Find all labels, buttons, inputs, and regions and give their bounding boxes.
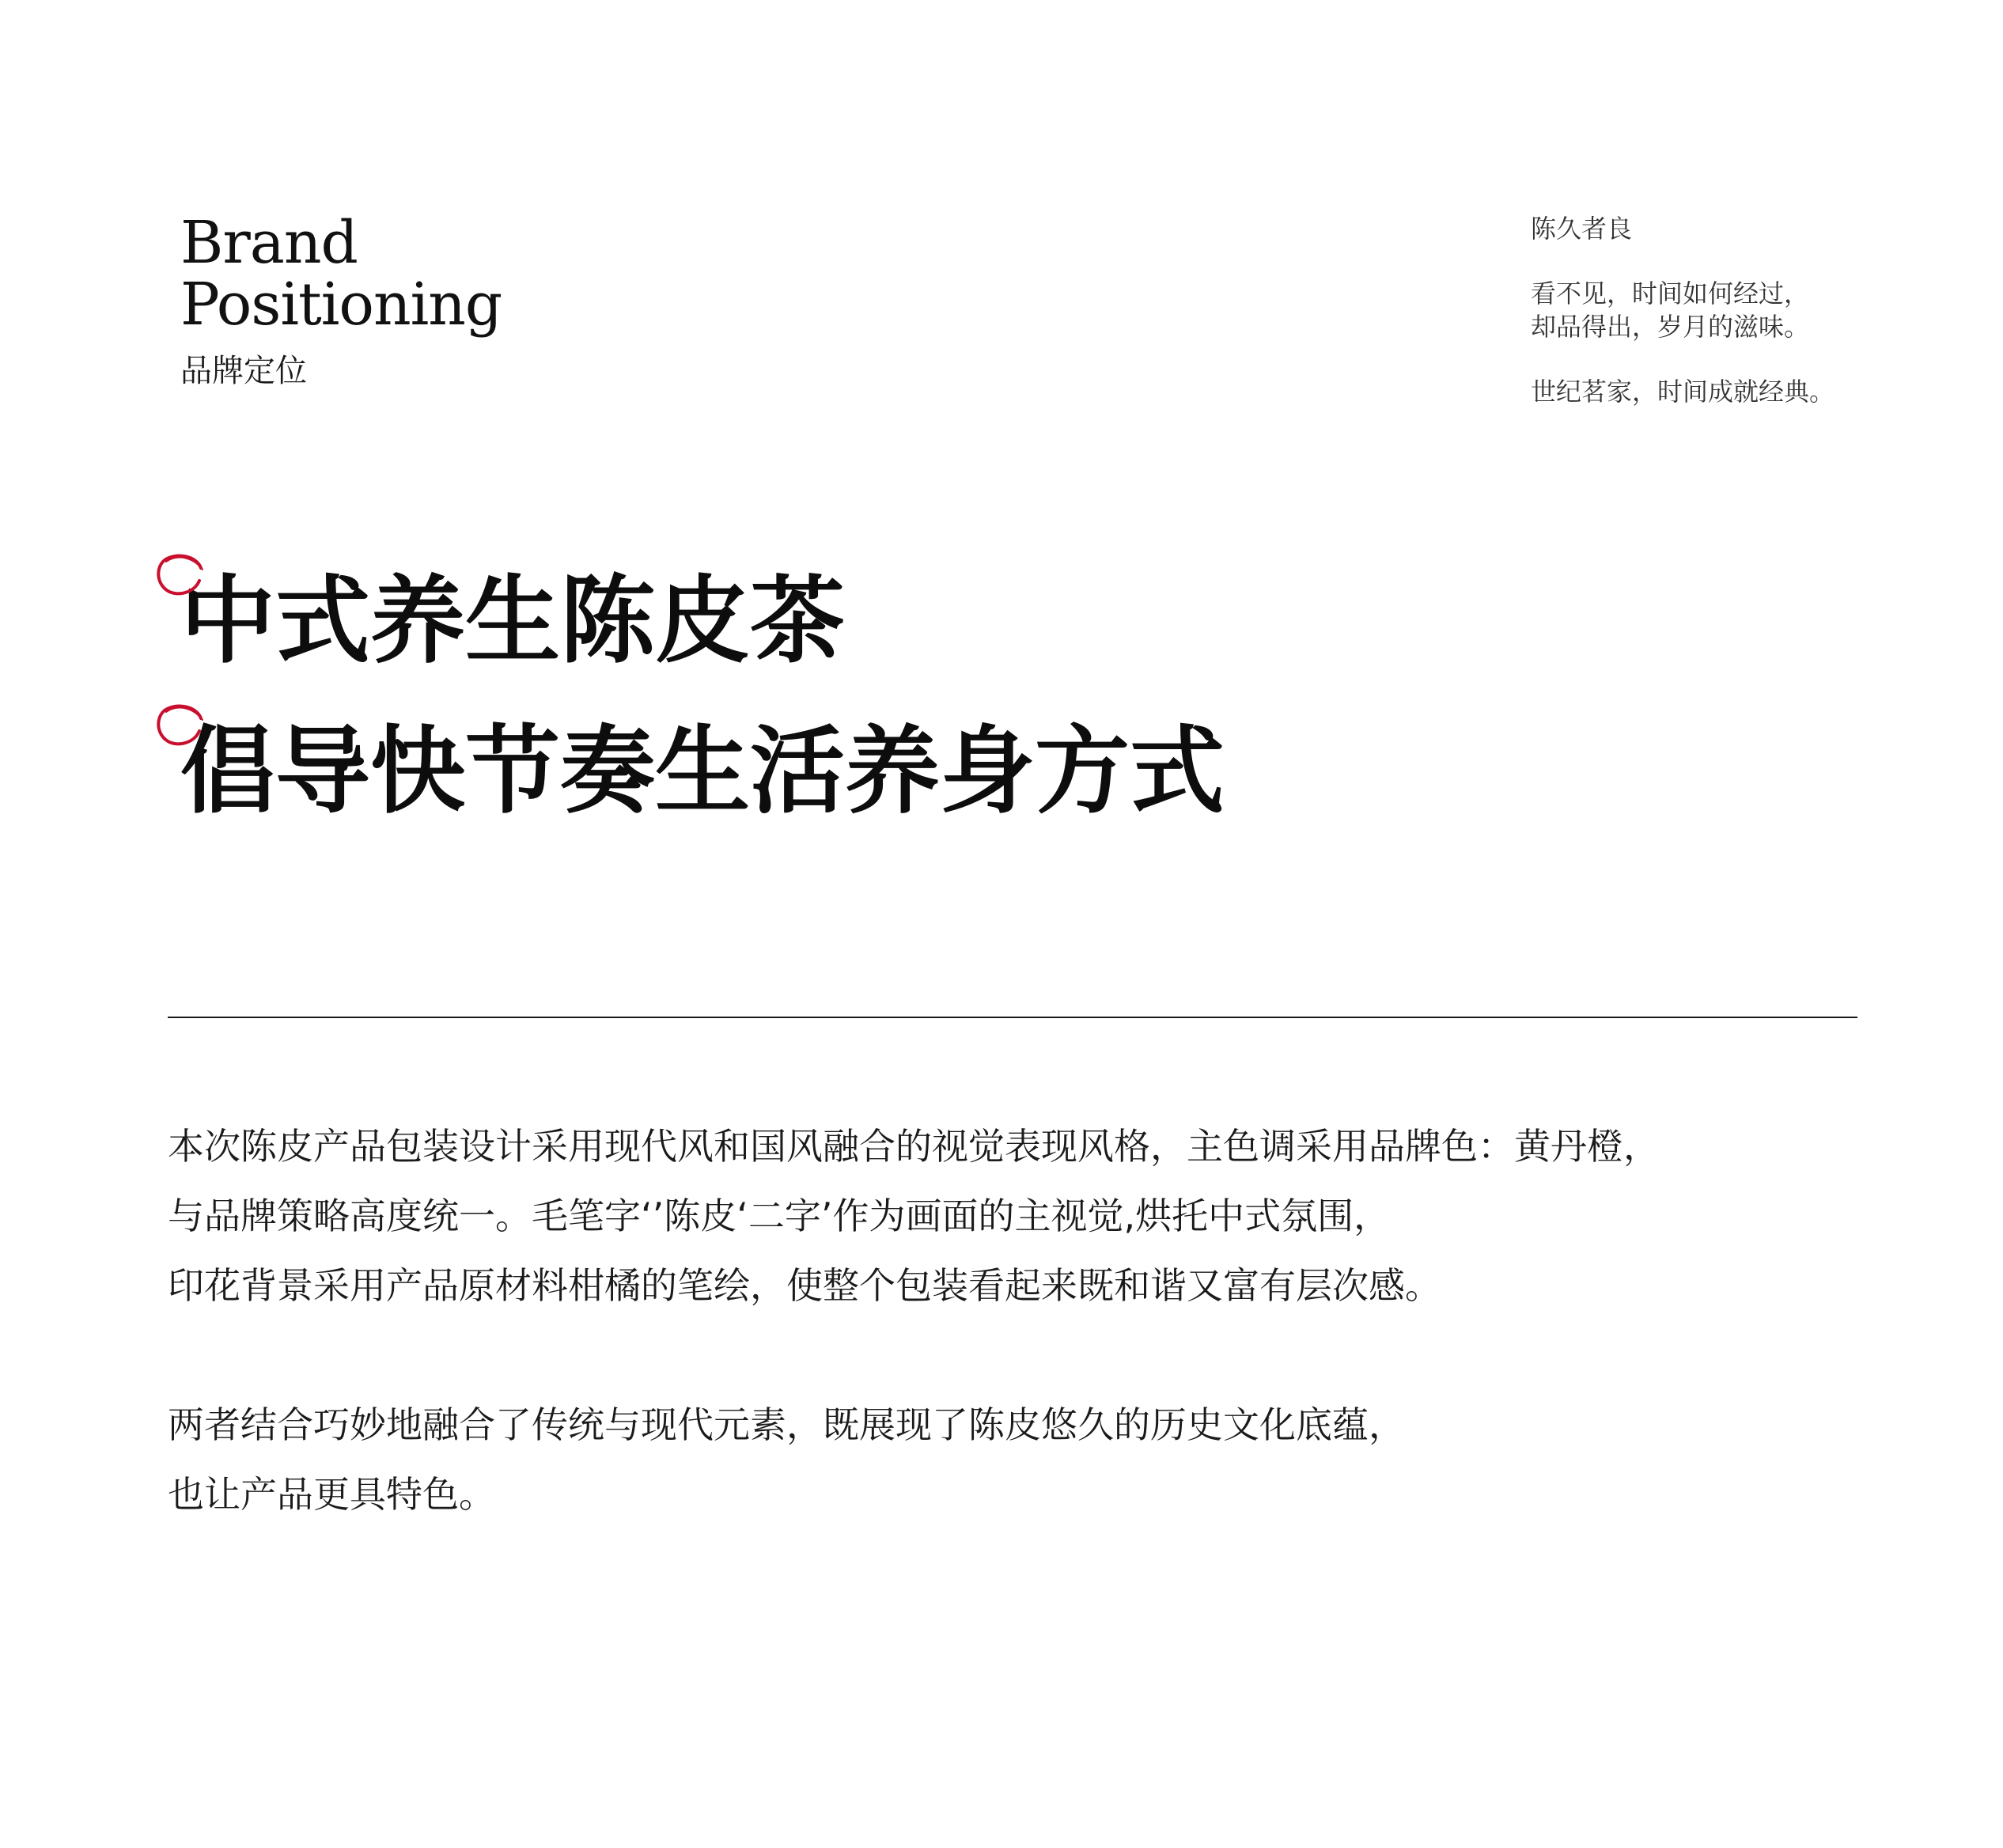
body-line: 也让产品更具特色。 <box>168 1473 495 1516</box>
headline-text-2: 倡导快节奏生活养身方式 <box>180 715 1225 827</box>
body-line: 本次陈皮产品包装设计采用现代风和国风融合的视觉表现风格，主色调采用品牌色：黄丹橙， <box>168 1125 1660 1168</box>
poem-line: 看不见，时间如何经过， <box>1531 278 1810 309</box>
poem-block <box>1531 212 1835 408</box>
brand-subtitle: 品牌定位 <box>180 353 307 389</box>
body-line: 两者结合巧妙地融合了传统与现代元素，既展现了陈皮悠久的历史文化底蕴， <box>168 1403 1405 1446</box>
headline-text-1: 中式养生陈皮茶 <box>180 565 845 676</box>
body-line: 与品牌策略高度统一。毛笔字‘’陈皮‘二字’作为画面的主视觉,烘托中式氛围， <box>168 1195 1391 1237</box>
headline-line-2 <box>180 696 1225 846</box>
brush-circle-icon <box>153 551 207 600</box>
headline-line-1 <box>180 546 1225 696</box>
brand-title-line1: Brand <box>180 209 358 277</box>
poem-title: 陈久者良 <box>1531 214 1633 244</box>
brush-circle-icon <box>153 701 207 750</box>
brand-title <box>180 209 502 339</box>
body-text <box>168 1111 1660 1529</box>
headline <box>180 546 1225 846</box>
brand-title-line2: Positioning <box>180 271 502 339</box>
poem-line: 却品得出，岁月的滋味。 <box>1531 312 1810 342</box>
body-line: 印花背景采用产品原材料柑橘的笔绘，使整个包装看起来既和谐又富有层次感。 <box>168 1264 1441 1307</box>
poem-line: 世纪茗家，时间成就经典。 <box>1531 377 1835 407</box>
divider <box>168 1017 1857 1018</box>
